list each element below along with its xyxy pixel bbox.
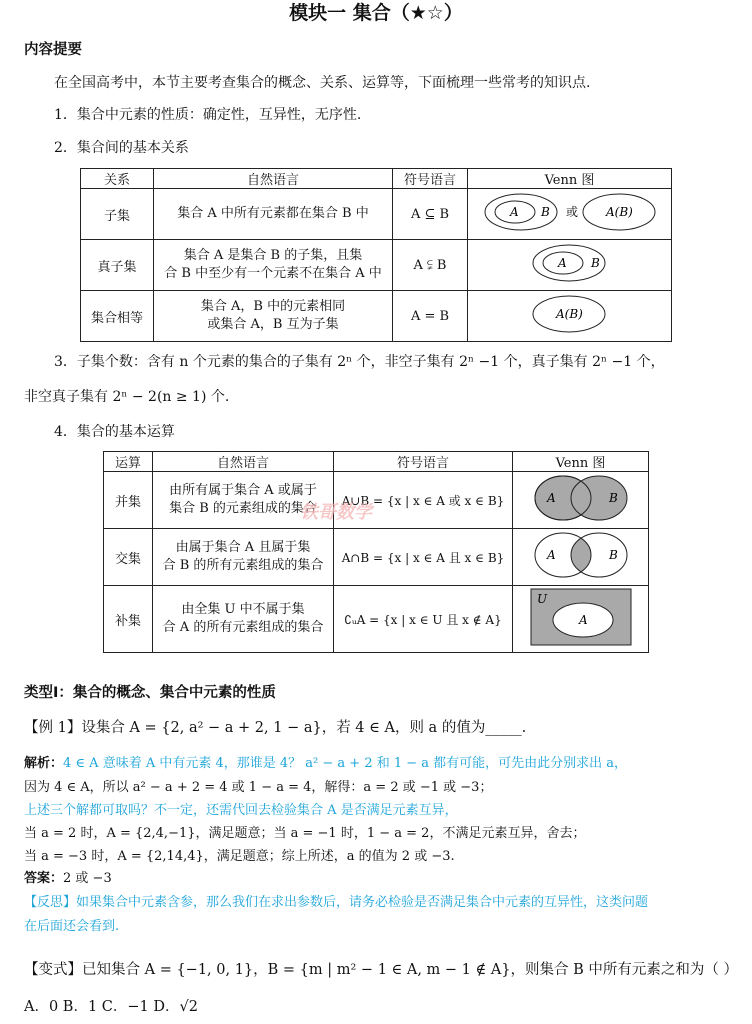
venn-subset xyxy=(468,189,672,240)
solution-line-1: 解析：4 ∈ A 意味着 A 中有元素 4，那谁是 4？ a² − a + 2 和 1 − a 都有可能，可先由此分别求出 a， xyxy=(24,756,628,771)
operation-name: 并集 xyxy=(104,472,153,529)
solution-line-3: 上述三个解都可取吗？不一定，还需代回去检验集合 A 是否满足元素互异， xyxy=(24,803,458,818)
svg-text:B: B xyxy=(590,256,600,270)
svg-text:B: B xyxy=(608,491,618,505)
venn-or: 或 xyxy=(565,205,578,219)
table1-header: 符号语言 xyxy=(393,169,468,189)
table1-header: 关系 xyxy=(81,169,154,189)
svg-text:A: A xyxy=(578,613,588,627)
watermark: 铁哥数学 xyxy=(300,502,372,523)
variant-question: 【变式】已知集合 A = {−1, 0, 1}，B = {m | m² − 1 ∈ A, m − 1 ∉ A}，则集合 B 中所有元素之和为（ ） xyxy=(24,962,739,978)
svg-text:B: B xyxy=(608,548,618,562)
relation-natural: 集合 A 中所有元素都在集合 B 中 xyxy=(154,189,393,240)
table-row xyxy=(104,586,649,653)
point-1: 1．集合中元素的性质：确定性，互异性，无序性. xyxy=(54,107,362,123)
relation-name: 真子集 xyxy=(81,240,154,291)
operations-table xyxy=(103,451,649,653)
operation-name: 补集 xyxy=(104,586,153,653)
svg-text:A: A xyxy=(546,491,556,505)
intro-text: 在全国高考中，本节主要考查集合的概念、关系、运算等，下面梳理一些常考的知识点. xyxy=(54,75,591,91)
relation-symbol: A ⊆ B xyxy=(393,189,468,240)
table2-header: 自然语言 xyxy=(153,452,334,472)
venn-intersection xyxy=(513,529,649,586)
point-3-line-2: 非空真子集有 2ⁿ − 2(n ≥ 1) 个. xyxy=(24,389,230,405)
page-title: 模块一 集合（★☆） xyxy=(289,2,463,24)
table2-header: Venn 图 xyxy=(513,452,649,472)
operation-symbol: A∪B = {x | x ∈ A 或 x ∈ B} xyxy=(334,472,513,529)
table2-header: 符号语言 xyxy=(334,452,513,472)
reflection-line-2: 在后面还会看到. xyxy=(24,919,120,934)
svg-text:U: U xyxy=(536,592,547,606)
solution-line-2: 因为 4 ∈ A，所以 a² − a + 2 = 4 或 1 − a = 4，解得：a = 2 或 −1 或 −3； xyxy=(24,780,493,795)
venn-equal xyxy=(468,291,672,342)
relations-table xyxy=(80,168,672,342)
relation-symbol: A ⫋ B xyxy=(393,240,468,291)
type-heading: 类型Ⅰ：集合的概念、集合中元素的性质 xyxy=(24,685,276,701)
venn-label-ab: A(B) xyxy=(605,205,633,219)
section-heading: 内容提要 xyxy=(24,42,82,58)
relation-name: 子集 xyxy=(81,189,154,240)
table-row xyxy=(104,529,649,586)
svg-text:A: A xyxy=(557,256,567,270)
venn-proper-subset xyxy=(468,240,672,291)
operation-natural: 由所有属于集合 A 或属于 集合 B 的元素组成的集合 xyxy=(153,472,334,529)
solution-line-5: 当 a = −3 时，A = {2,14,4}，满足题意；综上所述，a 的值为 2 或 −3. xyxy=(24,849,455,864)
relation-name: 集合相等 xyxy=(81,291,154,342)
point-3-line-1: 3．子集个数：含有 n 个元素的集合的子集有 2ⁿ 个，非空子集有 2ⁿ −1 个，真子集有 2ⁿ −1 个， xyxy=(54,354,665,370)
svg-text:A: A xyxy=(546,548,556,562)
table2-header: 运算 xyxy=(104,452,153,472)
table-row xyxy=(81,189,672,240)
table-row xyxy=(81,291,672,342)
table-row xyxy=(104,472,649,529)
point-2: 2．集合间的基本关系 xyxy=(54,140,189,156)
answer-label: 答案： xyxy=(24,871,64,886)
example-1: 【例 1】设集合 A = {2, a² − a + 2, 1 − a}，若 4 ∈ A，则 a 的值为_____. xyxy=(24,720,527,736)
operation-natural: 由属于集合 A 且属于集 合 B 的所有元素组成的集合 xyxy=(153,529,334,586)
table1-header: Venn 图 xyxy=(468,169,672,189)
table-row xyxy=(81,240,672,291)
answer-choices: A．0 B．1 C．−1 D．√2 xyxy=(24,999,198,1015)
venn-complement xyxy=(513,586,649,653)
venn-label-a: A xyxy=(509,205,519,219)
operation-symbol: ∁ᵤA = {x | x ∈ U 且 x ∉ A} xyxy=(334,586,513,653)
solution-label: 解析： xyxy=(24,756,64,771)
reflection-line-1: 【反思】如果集合中元素含参，那么我们在求出参数后，请务必检验是否满足集合中元素的互异性，这类问题 xyxy=(24,895,649,910)
venn-union xyxy=(513,472,649,529)
operation-name: 交集 xyxy=(104,529,153,586)
operation-symbol: A∩B = {x | x ∈ A 且 x ∈ B} xyxy=(334,529,513,586)
answer-value: 2 或 −3 xyxy=(63,871,112,886)
relation-symbol: A = B xyxy=(393,291,468,342)
table1-header: 自然语言 xyxy=(154,169,393,189)
relation-natural: 集合 A 是集合 B 的子集，且集 合 B 中至少有一个元素不在集合 A 中 xyxy=(154,240,393,291)
point-4: 4．集合的基本运算 xyxy=(54,424,175,440)
operation-natural: 由全集 U 中不属于集 合 A 的所有元素组成的集合 xyxy=(153,586,334,653)
answer-line xyxy=(24,867,112,886)
venn-label-b: B xyxy=(540,205,550,219)
svg-text:A(B): A(B) xyxy=(555,307,583,321)
relation-natural: 集合 A，B 中的元素相同 或集合 A，B 互为子集 xyxy=(154,291,393,342)
solution-line-4: 当 a = 2 时，A = {2,4,−1}，满足题意；当 a = −1 时，1 − a = 2，不满足元素互异，舍去； xyxy=(24,826,586,841)
